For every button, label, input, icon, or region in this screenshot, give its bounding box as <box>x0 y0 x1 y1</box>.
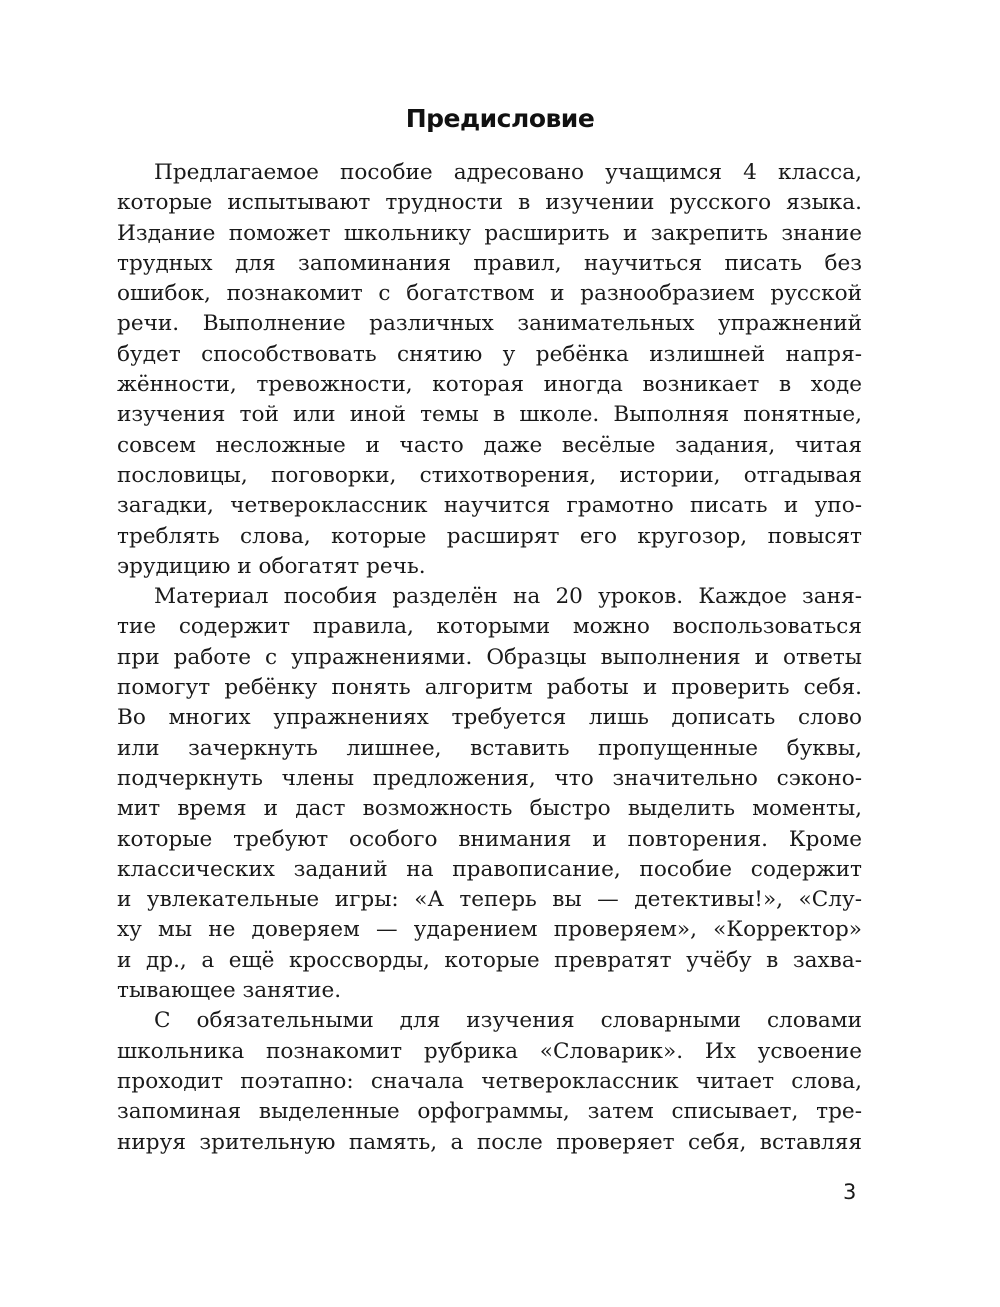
text-line: ошибок, познакомит с богатством и разнообразием русской <box>117 281 862 307</box>
text-line: или зачеркнуть лишнее, вставить пропущенные буквы, <box>117 735 862 761</box>
text-line: Материал пособия разделён на 20 уроков. Каждое заня- <box>154 584 862 610</box>
text-line: Во многих упражнениях требуется лишь дописать слово <box>117 705 862 731</box>
text-line: которые испытывают трудности в изучении русского языка. <box>117 190 862 216</box>
text-line: помогут ребёнку понять алгоритм работы и проверить себя. <box>117 675 862 701</box>
text-line: речи. Выполнение различных занимательных упражнений <box>117 311 862 337</box>
text-line: мит время и даст возможность быстро выделить моменты, <box>117 796 862 822</box>
text-line: пословицы, поговорки, стихотворения, истории, отгадывая <box>117 462 862 488</box>
text-line: классических заданий на правописание, пособие содержит <box>117 856 862 882</box>
page-title: Предисловие <box>405 104 595 133</box>
text-line: тие содержит правила, которыми можно воспользоваться <box>117 614 862 640</box>
text-line: загадки, четвероклассник научится грамотно писать и упо- <box>117 493 862 519</box>
text-line: будет способствовать снятию у ребёнка излишней напря- <box>117 341 862 367</box>
text-line: и др., а ещё кроссворды, которые превратят учёбу в захва- <box>117 947 862 973</box>
text-line: Предлагаемое пособие адресовано учащимся 4 класса, <box>154 160 862 185</box>
text-line: которые требуют особого внимания и повторения. Кроме <box>117 826 862 852</box>
page-number: 3 <box>843 1180 857 1204</box>
text-line: С обязательными для изучения словарными словами <box>154 1008 862 1034</box>
text-line: ху мы не доверяем — ударением проверяем», «Корректор» <box>117 917 862 943</box>
text-line: и увлекательные игры: «А теперь вы — детективы!», «Слу- <box>117 887 862 913</box>
text-line: проходит поэтапно: сначала четвероклассник читает слова, <box>117 1068 862 1094</box>
text-line: изучения той или иной темы в школе. Выполняя понятные, <box>117 402 862 428</box>
preface-text <box>117 158 862 1158</box>
text-line: запоминая выделенные орфограммы, затем списывает, тре- <box>117 1099 862 1125</box>
text-line: совсем несложные и часто даже весёлые задания, читая <box>117 432 862 458</box>
text-line: треблять слова, которые расширят его кругозор, повысят <box>117 523 862 549</box>
text-line: школьника познакомит рубрика «Словарик». Их усвоение <box>117 1038 862 1064</box>
text-line: жённости, тревожности, которая иногда возникает в ходе <box>117 372 862 398</box>
text-line: подчеркнуть члены предложения, что значительно сэконо- <box>117 765 862 791</box>
text-line: нируя зрительную память, а после проверяет себя, вставляя <box>117 1129 862 1155</box>
text-line: эрудицию и обогатят речь. <box>117 553 426 579</box>
text-line: тывающее занятие. <box>117 978 342 1004</box>
text-line: при работе с упражнениями. Образцы выполнения и ответы <box>117 644 862 670</box>
text-line: трудных для запоминания правил, научиться писать без <box>117 250 862 276</box>
text-line: Издание поможет школьнику расширить и закрепить знание <box>117 220 862 246</box>
